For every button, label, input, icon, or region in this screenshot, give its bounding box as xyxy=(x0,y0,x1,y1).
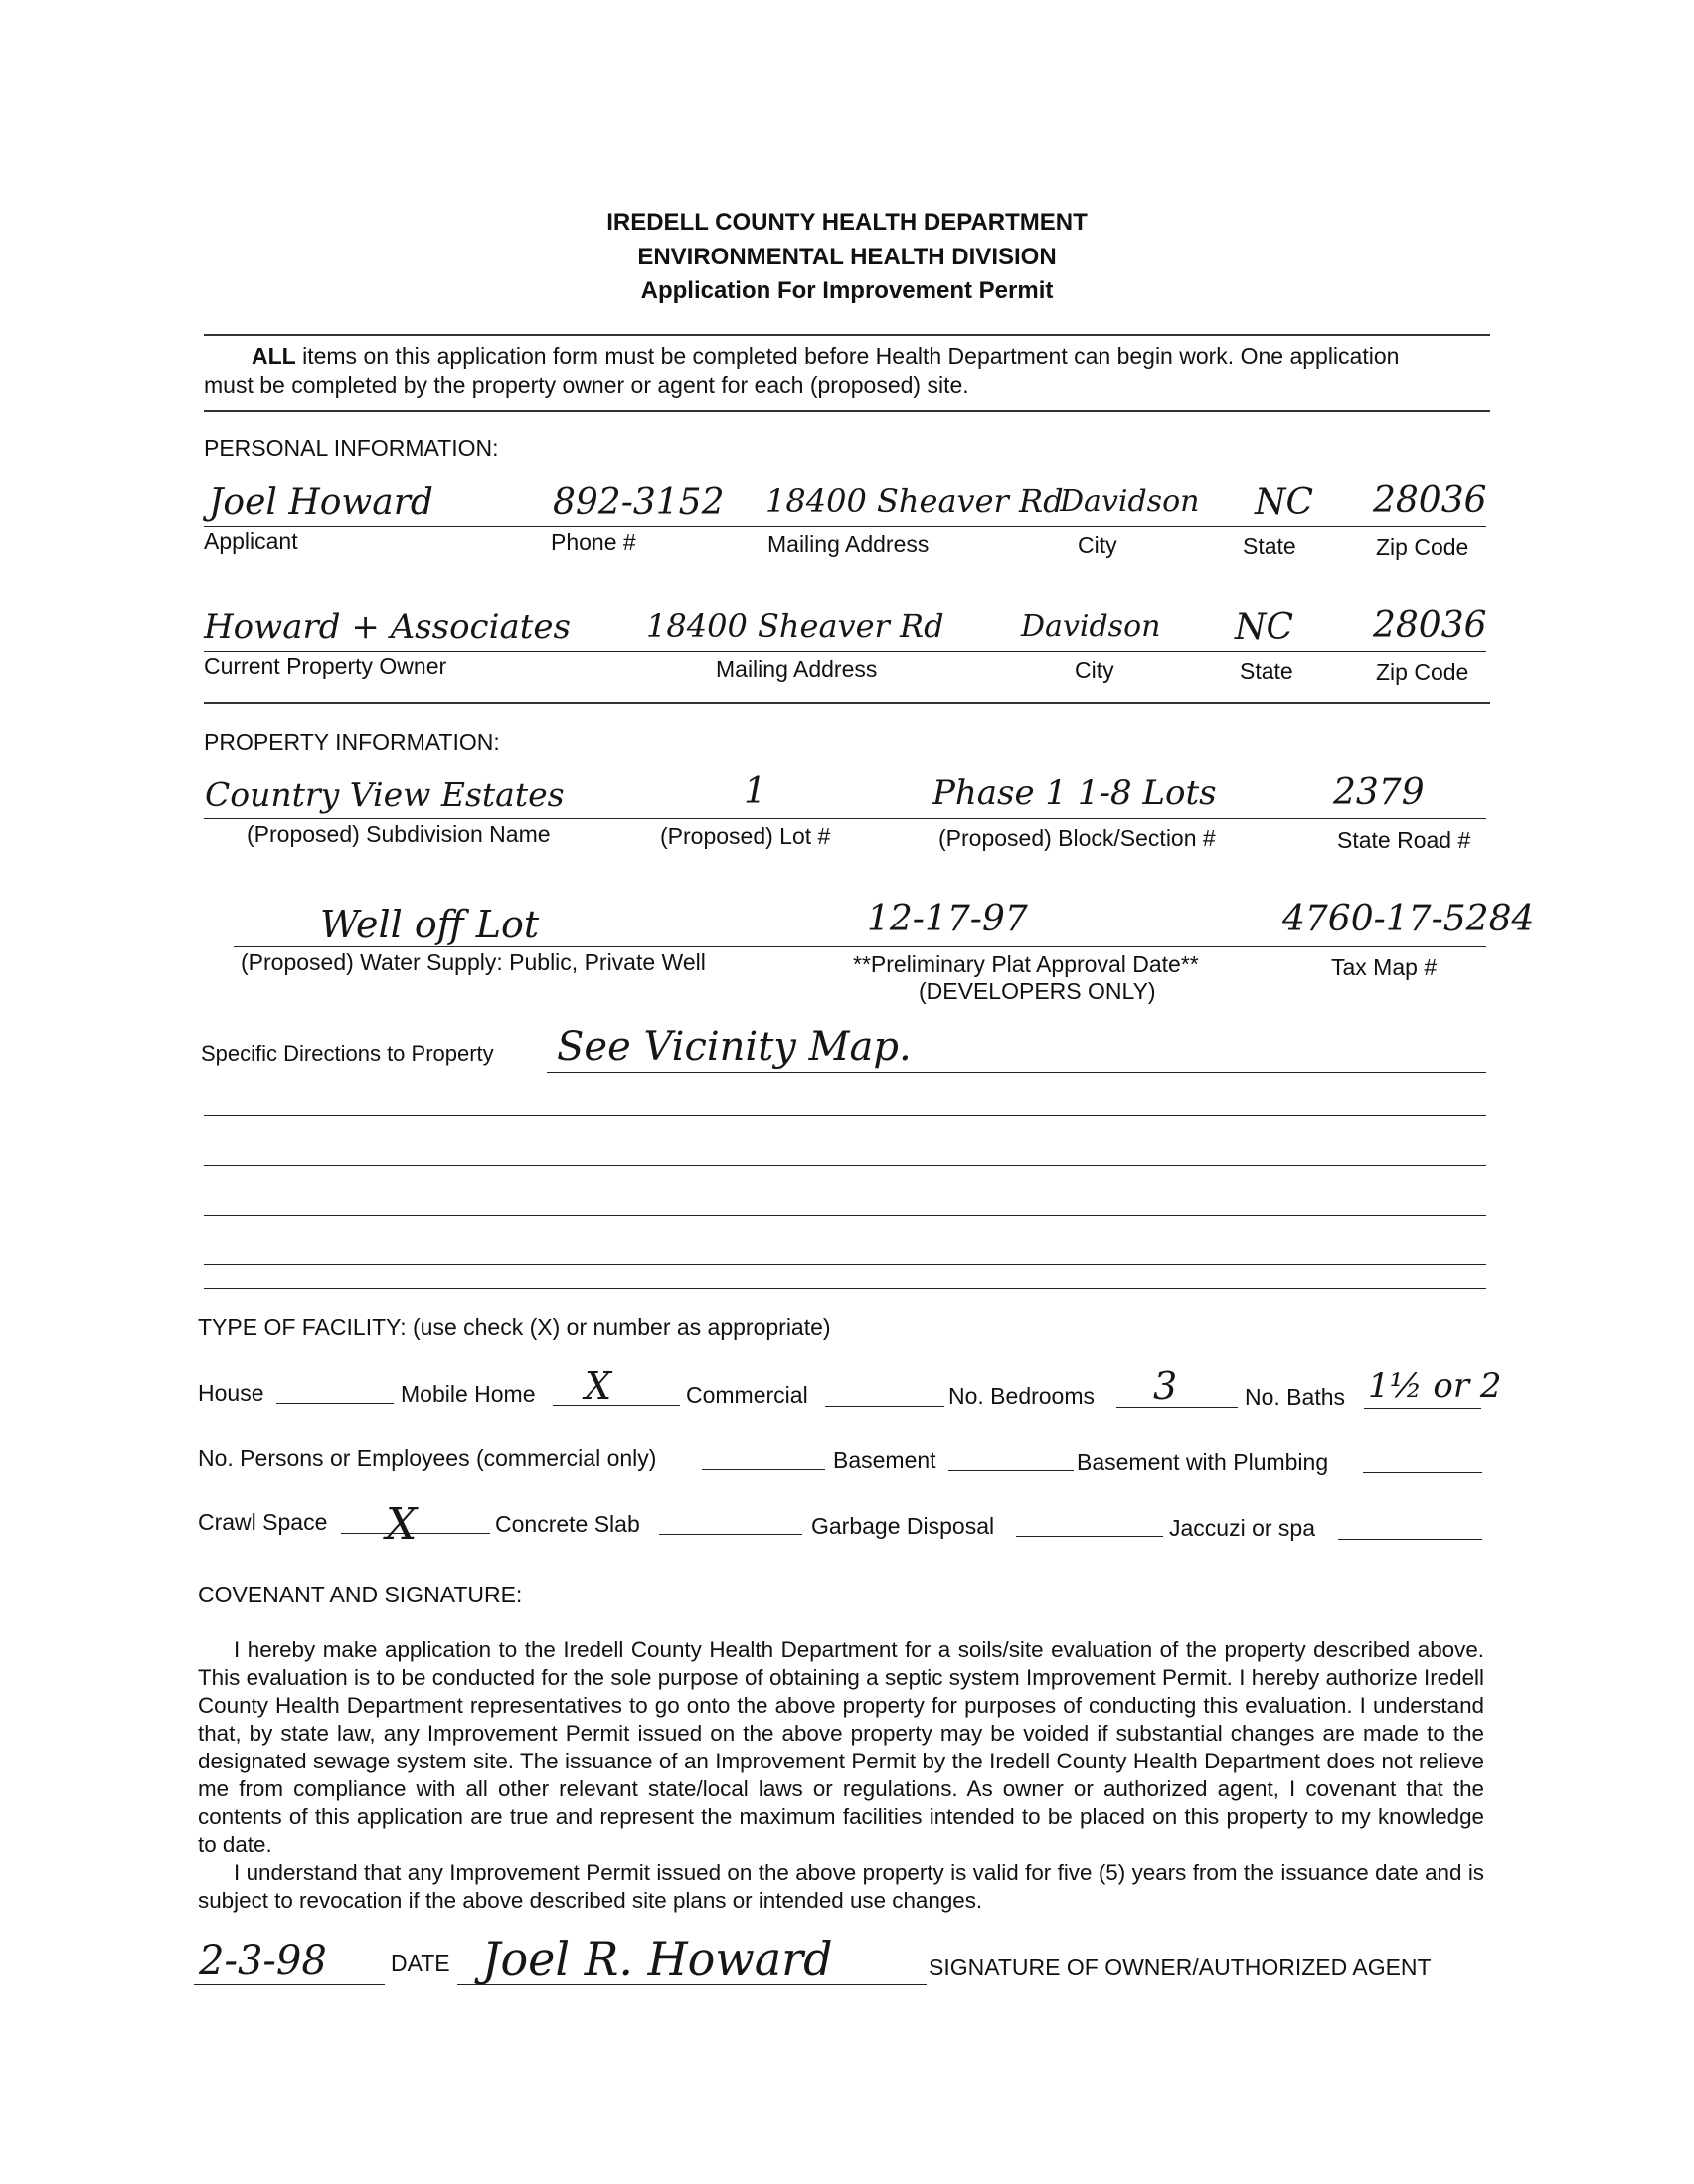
crawl-space-mark: X xyxy=(386,1499,418,1550)
subdivision-value: Country View Estates xyxy=(205,775,565,814)
directions-line xyxy=(204,1165,1486,1166)
basement-label: Basement xyxy=(833,1447,936,1473)
subdivision-line xyxy=(204,818,1486,819)
owner-city-value: Davidson xyxy=(1021,609,1161,644)
zip-value: 28036 xyxy=(1373,480,1487,521)
plat-date-value: 12-17-97 xyxy=(867,899,1028,939)
baths-value: 1½ or 2 xyxy=(1368,1366,1502,1406)
owner-state-value: NC xyxy=(1235,607,1294,648)
applicant-label: Applicant xyxy=(204,528,298,554)
directions-label: Specific Directions to Property xyxy=(201,1041,494,1066)
covenant-heading: COVENANT AND SIGNATURE: xyxy=(198,1582,523,1607)
owner-state-label: State xyxy=(1240,658,1293,684)
block-label: (Proposed) Block/Section # xyxy=(938,825,1216,851)
owner-line xyxy=(204,651,1486,652)
date-value: 2-3-98 xyxy=(199,1938,327,1984)
signature-label: SIGNATURE OF OWNER/AUTHORIZED AGENT xyxy=(929,1954,1432,1980)
covenant-paragraph-2: I understand that any Improvement Permit issued on the above property is valid for five (5) years from the issuance date and is subject to revocation if the above described site plans or intended use changes. xyxy=(198,1860,1484,1913)
house-blank xyxy=(276,1403,394,1404)
intro-line-1-text: items on this application form must be completed before Health Department can begin work. One application xyxy=(302,343,1400,369)
date-label: DATE xyxy=(391,1950,450,1976)
baths-blank xyxy=(1364,1408,1481,1409)
owner-city-label: City xyxy=(1075,657,1114,683)
intro-bold: ALL xyxy=(252,343,296,369)
property-info-heading: PROPERTY INFORMATION: xyxy=(204,729,500,755)
divider xyxy=(204,702,1490,704)
block-value: Phase 1 1-8 Lots xyxy=(932,773,1217,813)
owner-mailing-label: Mailing Address xyxy=(716,656,878,682)
house-label: House xyxy=(198,1380,264,1406)
covenant-paragraph-1: I hereby make application to the Iredell County Health Department for a soils/site evaluation of the property described above. This evaluation is to be conducted for the sole purpose of obtaining a septic system Improvement Permit. I hereby authorize Iredell County Health Department representatives to go onto the above property for purposes of conducting this evaluation. I understand that, by state law, any Improvement Permit issued on the above property may be voided if substantial changes are made to the designated sewage system site. The issuance of an Improvement Permit by the Iredell County Health Department does not relieve me from compliance with all other relevant state/local laws or regulations. As owner or authorized agent, I covenant that the contents of this application are true and represent the maximum facilities intended to be placed on this property to my knowledge to date. xyxy=(198,1637,1484,1857)
plat-approval-label: **Preliminary Plat Approval Date** xyxy=(853,951,1199,977)
water-supply-label: (Proposed) Water Supply: Public, Private Well xyxy=(241,949,706,975)
tax-map-value: 4760-17-5284 xyxy=(1282,899,1535,939)
basement-plumbing-label: Basement with Plumbing xyxy=(1077,1449,1329,1475)
city-value: Davidson xyxy=(1060,484,1200,519)
page-title: Application For Improvement Permit xyxy=(640,277,1054,304)
persons-blank xyxy=(702,1469,825,1470)
owner-mailing-value: 18400 Sheaver Rd xyxy=(646,607,944,645)
lot-value: 1 xyxy=(744,771,766,812)
commercial-label: Commercial xyxy=(686,1382,808,1408)
jacuzzi-label: Jaccuzi or spa xyxy=(1169,1515,1316,1541)
phone-value: 892-3152 xyxy=(553,482,725,523)
intro-line-2: must be completed by the property owner or agent for each (proposed) site. xyxy=(204,372,969,398)
covenant-text xyxy=(198,1636,1484,1915)
applicant-value: Joel Howard xyxy=(209,482,433,523)
tax-map-label: Tax Map # xyxy=(1331,954,1438,980)
date-line xyxy=(194,1984,385,1985)
road-value: 2379 xyxy=(1333,772,1425,813)
divider xyxy=(204,334,1490,336)
mobile-home-blank xyxy=(553,1405,680,1406)
directions-line xyxy=(204,1288,1486,1289)
concrete-slab-label: Concrete Slab xyxy=(495,1511,640,1537)
concrete-slab-blank xyxy=(659,1534,802,1535)
phone-label: Phone # xyxy=(551,529,636,555)
road-label: State Road # xyxy=(1337,827,1471,853)
state-value: NC xyxy=(1255,482,1314,523)
persons-label: No. Persons or Employees (commercial only) xyxy=(198,1445,657,1471)
applicant-line xyxy=(204,526,1486,527)
directions-line xyxy=(204,1215,1486,1216)
directions-line xyxy=(204,1264,1486,1265)
garbage-disposal-blank xyxy=(1016,1536,1163,1537)
divider xyxy=(204,410,1490,412)
intro-line-1 xyxy=(252,343,1399,370)
basement-blank xyxy=(948,1470,1074,1471)
baths-label: No. Baths xyxy=(1245,1384,1345,1410)
developers-only-label: (DEVELOPERS ONLY) xyxy=(919,978,1156,1004)
bedrooms-label: No. Bedrooms xyxy=(948,1383,1096,1409)
jacuzzi-blank xyxy=(1338,1539,1482,1540)
crawl-space-label: Crawl Space xyxy=(198,1509,328,1535)
mobile-home-mark: X xyxy=(585,1364,612,1408)
mailing-address-label: Mailing Address xyxy=(767,531,930,557)
personal-info-heading: PERSONAL INFORMATION: xyxy=(204,435,499,461)
bedrooms-value: 3 xyxy=(1153,1364,1178,1408)
directions-line xyxy=(547,1072,1486,1073)
zip-code-label: Zip Code xyxy=(1376,534,1469,560)
owner-value: Howard + Associates xyxy=(204,607,571,647)
signature: Joel R. Howard xyxy=(482,1932,833,1986)
directions-line xyxy=(204,1115,1486,1116)
subdivision-label: (Proposed) Subdivision Name xyxy=(247,821,551,847)
garbage-disposal-label: Garbage Disposal xyxy=(811,1513,995,1539)
water-value: Well off Lot xyxy=(320,903,540,946)
commercial-blank xyxy=(825,1406,944,1407)
facility-heading: TYPE OF FACILITY: (use check (X) or number as appropriate) xyxy=(198,1314,831,1340)
owner-zip-label: Zip Code xyxy=(1376,659,1469,685)
header-line-1: IREDELL COUNTY HEALTH DEPARTMENT xyxy=(606,209,1088,236)
owner-zip-value: 28036 xyxy=(1373,605,1487,646)
city-label: City xyxy=(1078,532,1117,558)
basement-plumbing-blank xyxy=(1363,1472,1482,1473)
mailing-value: 18400 Sheaver Rd xyxy=(765,482,1064,520)
state-label: State xyxy=(1243,533,1296,559)
directions-value: See Vicinity Map. xyxy=(557,1024,912,1070)
owner-label: Current Property Owner xyxy=(204,653,447,679)
header-line-2: ENVIRONMENTAL HEALTH DIVISION xyxy=(637,244,1057,270)
lot-label: (Proposed) Lot # xyxy=(660,823,831,849)
water-line xyxy=(234,946,1486,947)
mobile-home-label: Mobile Home xyxy=(401,1381,536,1407)
